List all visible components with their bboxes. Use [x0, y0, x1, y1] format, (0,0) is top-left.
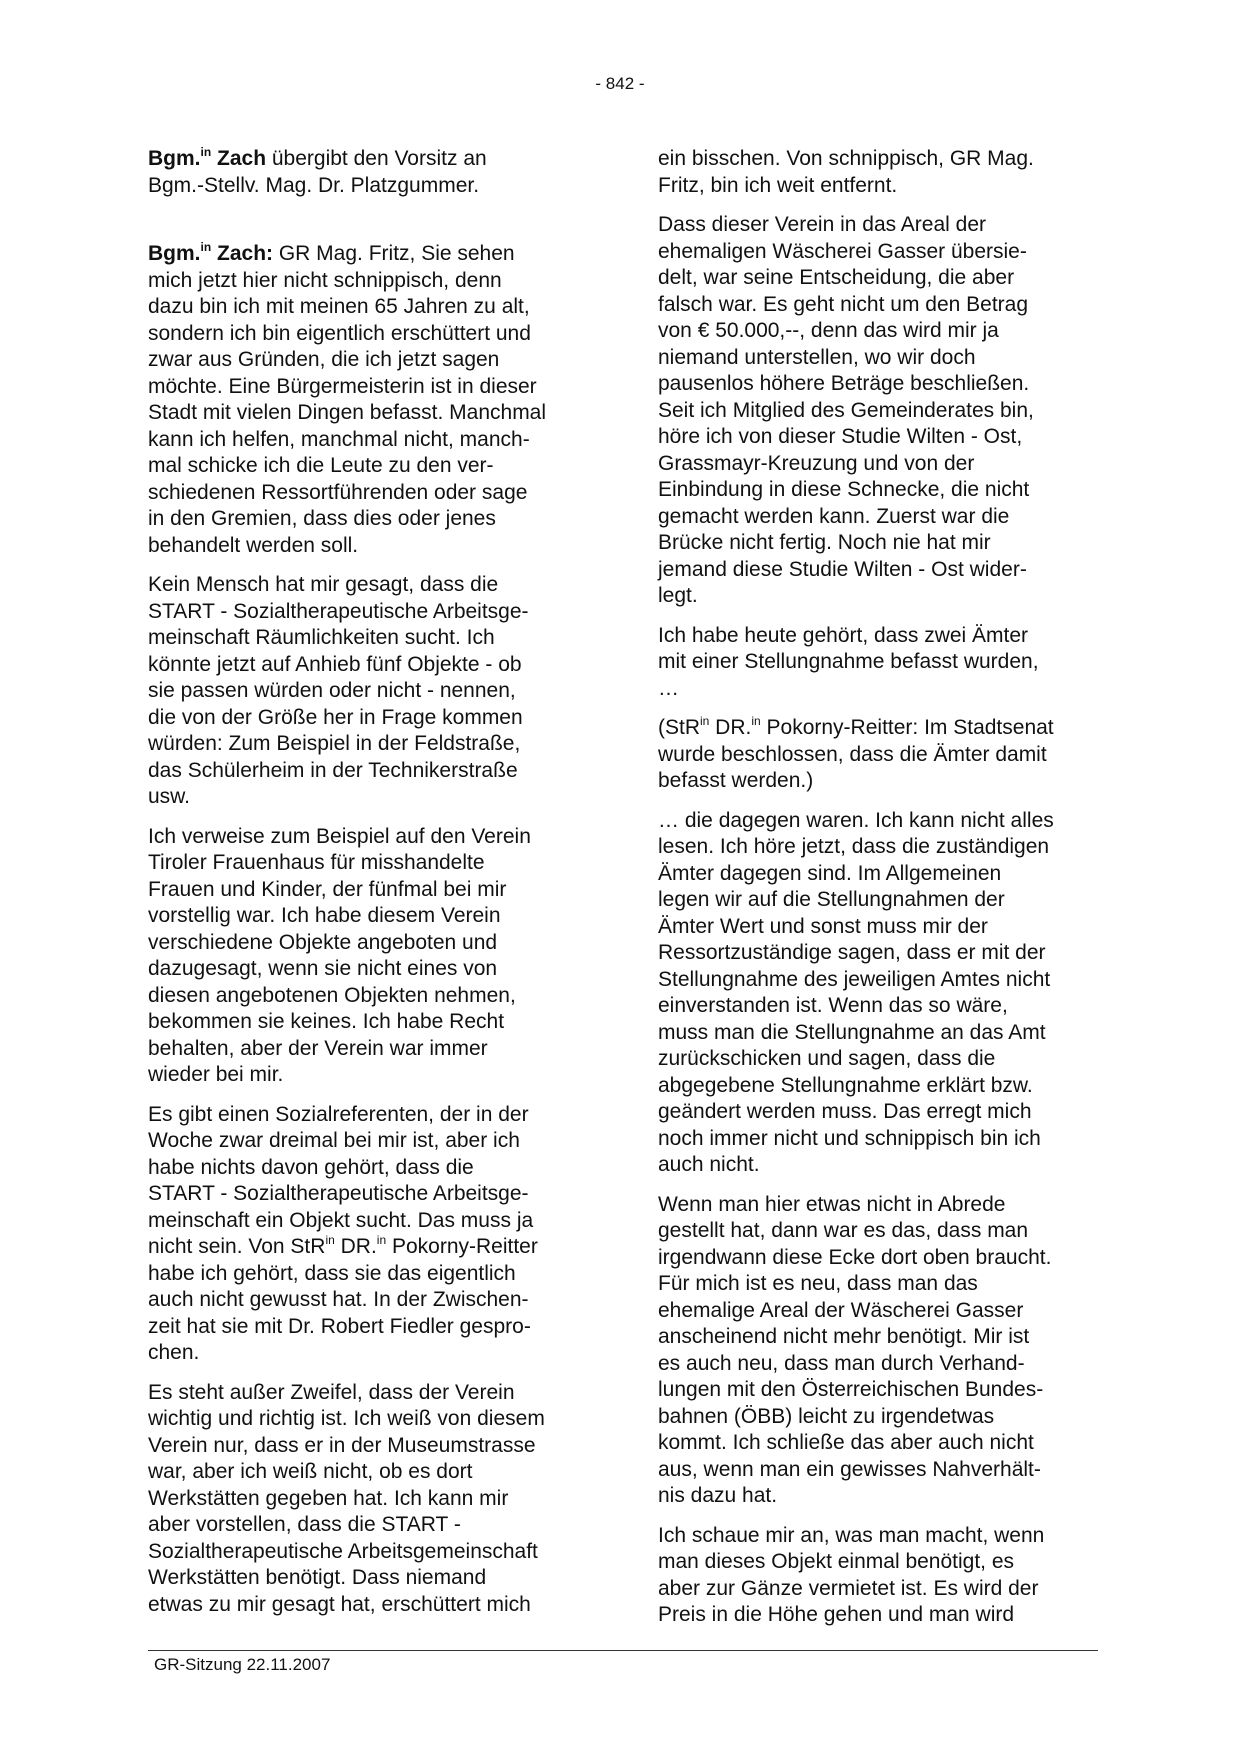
paragraph: Bgm.$^{in}$ Zach: GR Mag. Fritz, Sie sehen mich jetzt hier nicht schnippisch, denn dazu bin ich mit meinen 65 Jahren zu alt, sondern ich bin eigentlich erschüttert und zwar aus Gründen, die ich jetzt sagen möchte. Eine Bürgermeisterin ist in dieser Stadt mit vielen Dingen befasst. Manchmal kann ich helfen, manchmal nicht, manch- mal schicke ich die Leute zu den ver- schiedenen Ressortführenden oder sage in den Gremien, dass dies oder jenes behandelt werden soll.	[148, 240, 547, 557]
paragraph: ein bisschen. Von schnippisch, GR Mag. Fritz, bin ich weit entfernt.	[658, 147, 1034, 197]
paragraph: Wenn man hier etwas nicht in Abrede gestellt hat, dann war es das, dass man irgendwann diese Ecke dort oben braucht. Für mich ist es neu, dass man das ehemalige Areal der Wäscherei Gasser anscheinend nicht mehr benötigt. Mir ist es auch neu, dass man durch Verhand- lungen mit den Österreichischen Bundes- bahnen (ÖBB) leicht zu irgendetwas kommt. Ich schließe das aber auch nicht aus, wenn man ein gewisses Nahverhält- nis dazu hat.	[658, 1192, 1052, 1507]
footer-divider	[148, 1650, 1098, 1651]
paragraph: Es gibt einen Sozialreferenten, der in der Woche zwar dreimal bei mir ist, aber ich habe nichts davon gehört, dass die START - Sozialtherapeutische Arbeitsge- meinschaft ein Objekt sucht. Das muss ja nicht sein. Von StR$^{in}$ DR.$^{in}$ Pokorny-Reitter habe ich gehört, dass sie das eigentlich auch nicht gewusst hat. In der Zwischen- zeit hat sie mit Dr. Robert Fiedler gespro- chen.	[148, 1102, 538, 1364]
paragraph: Kein Mensch hat mir gesagt, dass die START - Sozialtherapeutische Arbeitsge- meinschaft Räumlichkeiten sucht. Ich könnte jetzt auf Anhieb fünf Objekte - ob sie passen würden oder nicht - nennen, die von der Größe her in Frage kommen würden: Zum Beispiel in der Feldstraße, das Schülerheim in der Technikerstraße usw.	[148, 573, 529, 808]
interjection-paragraph: (StR$^{in}$ DR.$^{in}$ Pokorny-Reitter: Im Stadtsenat wurde beschlossen, dass die Ämter damit befasst werden.)	[658, 714, 1054, 792]
speaker-label: Bgm.$^{in}$ Zach:	[148, 240, 274, 265]
speaker-label: Bgm.$^{in}$ Zach	[148, 145, 267, 170]
paragraph: Dass dieser Verein in das Areal der ehemaligen Wäscherei Gasser übersie- delt, war seine Entscheidung, die aber falsch war. Es geht nicht um den Betrag von € 50.000,--, denn das wird mir ja niemand unterstellen, wo wir doch pausenlos höhere Beträge beschließen. Seit ich Mitglied des Gemeinderates bin, höre ich von dieser Studie Wilten - Ost, Grassmayr-Kreuzung und von der Einbindung in diese Schnecke, die nicht gemacht werden kann. Zuerst war die Brücke nicht fertig. Noch nie hat mir jemand diese Studie Wilten - Ost wider- legt.	[658, 213, 1034, 607]
paragraph: … die dagegen waren. Ich kann nicht alles lesen. Ich höre jetzt, dass die zuständigen Ämter dagegen sind. Im Allgemeinen legen wir auf die Stellungnahmen der Ämter Wert und sonst muss mir der Ressortzuständige sagen, dass er mit der Stellungnahme des jeweiligen Amtes nicht einverstanden ist. Wenn das so wäre, muss man die Stellungnahme an das Amt zurückschicken und sagen, dass die abgegebene Stellungnahme erklärt bzw. geändert werden muss. Das erregt mich noch immer nicht und schnippisch bin ich auch nicht.	[658, 808, 1054, 1176]
paragraph: Bgm.$^{in}$ Zach übergibt den Vorsitz an Bgm.-Stellv. Mag. Dr. Platzgummer.	[148, 145, 487, 197]
page-number: - 842 -	[595, 74, 645, 93]
paragraph: Ich verweise zum Beispiel auf den Verein Tiroler Frauenhaus für misshandelte Frauen und Kinder, der fünfmal bei mir vorstellig war. Ich habe diesem Verein verschiedene Objekte angeboten und dazugesagt, wenn sie nicht eines von diesen angebotenen Objekten nehmen, bekommen sie keines. Ich habe Recht behalten, aber der Verein war immer wieder bei mir.	[148, 824, 531, 1086]
left-column	[148, 146, 590, 1618]
paragraph: Ich habe heute gehört, dass zwei Ämter mit einer Stellungnahme befasst wurden, …	[658, 623, 1039, 700]
paragraph: Ich schaue mir an, was man macht, wenn man dieses Objekt einmal benötigt, es aber zur Gänze vermietet ist. Es wird der Preis in die Höhe gehen und man wird	[658, 1523, 1045, 1626]
right-column	[658, 146, 1098, 1629]
paragraph: Es steht außer Zweifel, dass der Verein wichtig und richtig ist. Ich weiß von diesem Verein nur, dass er in der Museumstrasse war, aber ich weiß nicht, ob es dort Werkstätten gegeben hat. Ich kann mir aber vorstellen, dass die START - Sozialtherapeutische Arbeitsgemeinschaft Werkstätten benötigt. Dass niemand etwas zu mir gesagt hat, erschüttert mich	[148, 1380, 545, 1616]
footer-text: GR-Sitzung 22.11.2007	[154, 1655, 331, 1674]
